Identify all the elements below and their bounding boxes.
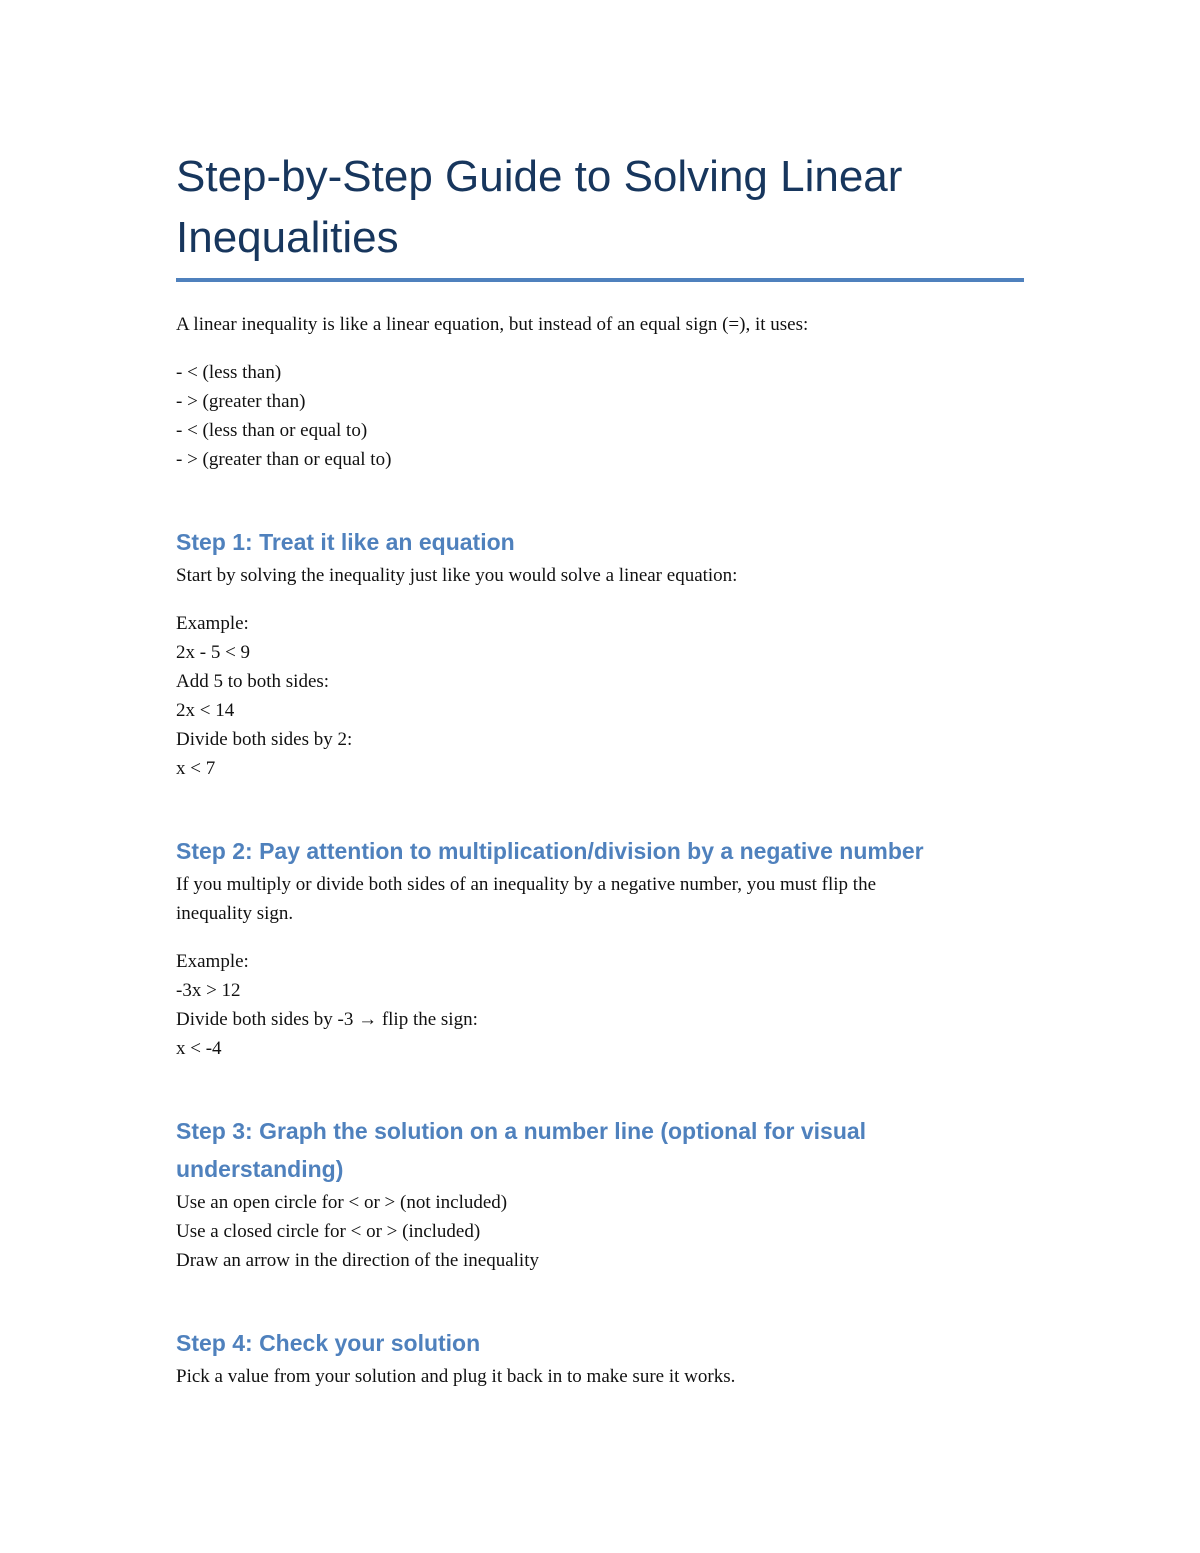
- document-content: [176, 146, 1024, 1391]
- example-line: -3x > 12: [176, 980, 241, 1001]
- body-line: Use an open circle for < or > (not included): [176, 1192, 508, 1213]
- step-1-body: Start by solving the inequality just like you would solve a linear equation:: [176, 565, 738, 586]
- example-line: Example:: [176, 951, 249, 972]
- step-2-body: [176, 870, 1024, 928]
- body-line: inequality sign.: [176, 903, 294, 924]
- step-2-heading: Step 2: Pay attention to multiplication/division by a negative number: [176, 838, 924, 864]
- document-title: Step-by-Step Guide to Solving Linear Inequalities: [176, 152, 903, 262]
- step-3-section: [176, 1112, 1024, 1275]
- heading-line: understanding): [176, 1156, 344, 1182]
- step-4-section: [176, 1324, 1024, 1391]
- example-line: 2x - 5 < 9: [176, 642, 251, 663]
- step-3-body: [176, 1188, 1024, 1275]
- body-line: Draw an arrow in the direction of the inequality: [176, 1250, 539, 1271]
- operator-item: - > (greater than or equal to): [176, 449, 392, 470]
- step-4-heading: Step 4: Check your solution: [176, 1330, 481, 1356]
- operator-item: - < (less than): [176, 362, 282, 383]
- title-underline: [176, 278, 1024, 282]
- operator-list: [176, 358, 1024, 474]
- body-line: Use a closed circle for < or > (included): [176, 1221, 481, 1242]
- example-line: Divide both sides by -3 → flip the sign:: [176, 1009, 478, 1030]
- operator-item: - > (greater than): [176, 391, 306, 412]
- step-2-section: [176, 832, 1024, 1063]
- step-3-heading: [176, 1112, 1024, 1188]
- intro-paragraph: A linear inequality is like a linear equation, but instead of an equal sign (=), it uses:: [176, 314, 809, 335]
- example-line: Add 5 to both sides:: [176, 671, 330, 692]
- example-line: x < -4: [176, 1038, 222, 1059]
- step-2-example: [176, 947, 1024, 1063]
- example-line: Divide both sides by 2:: [176, 729, 353, 750]
- operator-item: - < (less than or equal to): [176, 420, 368, 441]
- step-4-body: Pick a value from your solution and plug it back in to make sure it works.: [176, 1366, 736, 1387]
- body-line: If you multiply or divide both sides of an inequality by a negative number, you must flip the: [176, 874, 877, 895]
- example-line: Example:: [176, 613, 249, 634]
- step-1-example: [176, 609, 1024, 783]
- step-1-section: [176, 523, 1024, 783]
- example-line: 2x < 14: [176, 700, 235, 721]
- step-1-heading: Step 1: Treat it like an equation: [176, 529, 515, 555]
- heading-line: Step 3: Graph the solution on a number line (optional for visual: [176, 1118, 867, 1144]
- example-line: x < 7: [176, 758, 216, 779]
